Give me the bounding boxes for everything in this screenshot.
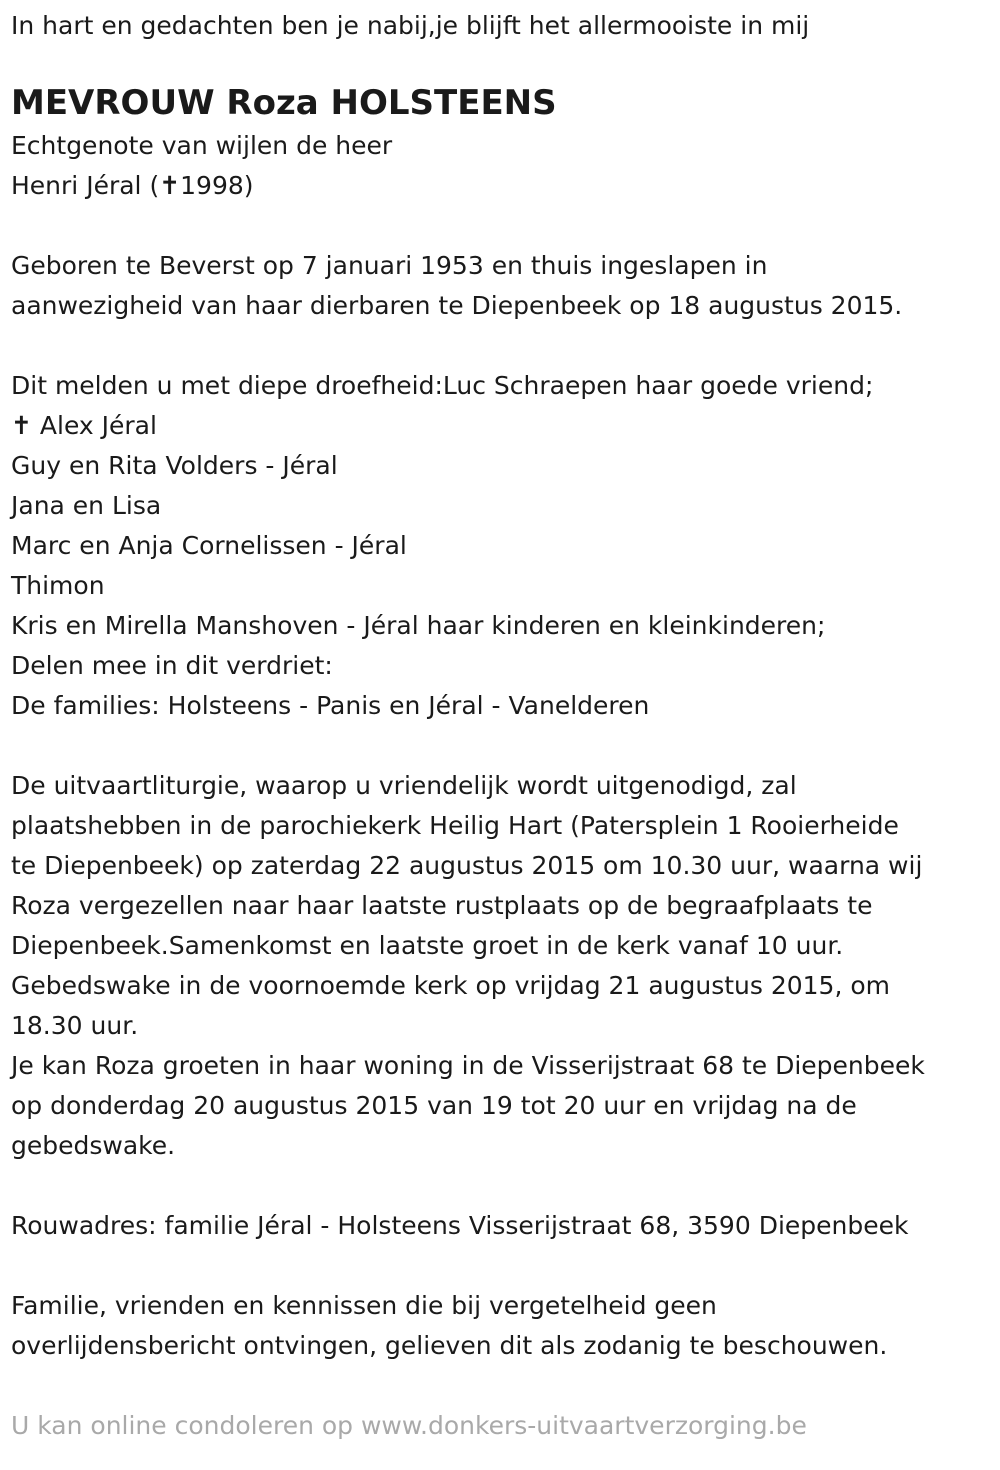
family-member: Thimon xyxy=(11,571,105,600)
spacer xyxy=(11,726,1000,766)
deceased-child-name: Alex Jéral xyxy=(39,411,157,440)
condolence-footer: U kan online condoleren op www.donkers-uitvaartverzorging.be xyxy=(11,1411,807,1440)
spacer xyxy=(11,1246,1000,1286)
family-member: Kris en Mirella Manshoven - Jéral haar kinderen en kleinkinderen; xyxy=(11,611,826,640)
family-member: Delen mee in dit verdriet: xyxy=(11,651,333,680)
spouse-name-line xyxy=(11,166,1000,206)
motto: In hart en gedachten ben je nabij,je blijft het allermooiste in mij xyxy=(11,11,810,40)
funeral-line: Roza vergezellen naar haar laatste rustplaats op de begraafplaats te xyxy=(11,891,873,920)
spouse-line: Echtgenote van wijlen de heer xyxy=(11,131,393,160)
deceased-name: MEVROUW Roza HOLSTEENS xyxy=(11,83,557,123)
funeral-line: gebedswake. xyxy=(11,1131,176,1160)
birth-line: Geboren te Beverst op 7 januari 1953 en thuis ingeslapen in xyxy=(11,251,768,280)
birth-line: aanwezigheid van haar dierbaren te Diepenbeek op 18 augustus 2015. xyxy=(11,291,903,320)
funeral-line: Gebedswake in de voornoemde kerk op vrijdag 21 augustus 2015, om xyxy=(11,971,891,1000)
funeral-line: te Diepenbeek) op zaterdag 22 augustus 2015 om 10.30 uur, waarna wij xyxy=(11,851,923,880)
mourning-address: Rouwadres: familie Jéral - Holsteens Visserijstraat 68, 3590 Diepenbeek xyxy=(11,1211,909,1240)
funeral-line: plaatshebben in de parochiekerk Heilig Hart (Patersplein 1 Rooierheide xyxy=(11,811,899,840)
funeral-line: Diepenbeek.Samenkomst en laatste groet in de kerk vanaf 10 uur. xyxy=(11,931,844,960)
family-member: De families: Holsteens - Panis en Jéral - Vanelderen xyxy=(11,691,650,720)
family-member: Jana en Lisa xyxy=(11,491,162,520)
family-member: Guy en Rita Volders - Jéral xyxy=(11,451,338,480)
cross-icon: ✝ xyxy=(159,171,181,200)
funeral-line: Je kan Roza groeten in haar woning in de Visserijstraat 68 te Diepenbeek xyxy=(11,1051,925,1080)
spacer xyxy=(11,206,1000,246)
notice-line: overlijdensbericht ontvingen, gelieven dit als zodanig te beschouwen. xyxy=(11,1331,888,1360)
family-intro: Dit melden u met diepe droefheid:Luc Schraepen haar goede vriend; xyxy=(11,371,874,400)
funeral-line: 18.30 uur. xyxy=(11,1011,139,1040)
spacer xyxy=(11,326,1000,366)
spouse-name: Henri Jéral ( xyxy=(11,171,160,200)
spacer xyxy=(11,1166,1000,1206)
funeral-line: op donderdag 20 augustus 2015 van 19 tot 20 uur en vrijdag na de xyxy=(11,1091,857,1120)
family-member: Marc en Anja Cornelissen - Jéral xyxy=(11,531,407,560)
spouse-death-year: 1998) xyxy=(180,171,254,200)
notice-line: Familie, vrienden en kennissen die bij vergetelheid geen xyxy=(11,1291,717,1320)
spacer xyxy=(11,1366,1000,1406)
funeral-line: De uitvaartliturgie, waarop u vriendelijk wordt uitgenodigd, zal xyxy=(11,771,797,800)
cross-icon: ✝ xyxy=(11,411,32,440)
family-member-deceased xyxy=(11,406,1000,446)
